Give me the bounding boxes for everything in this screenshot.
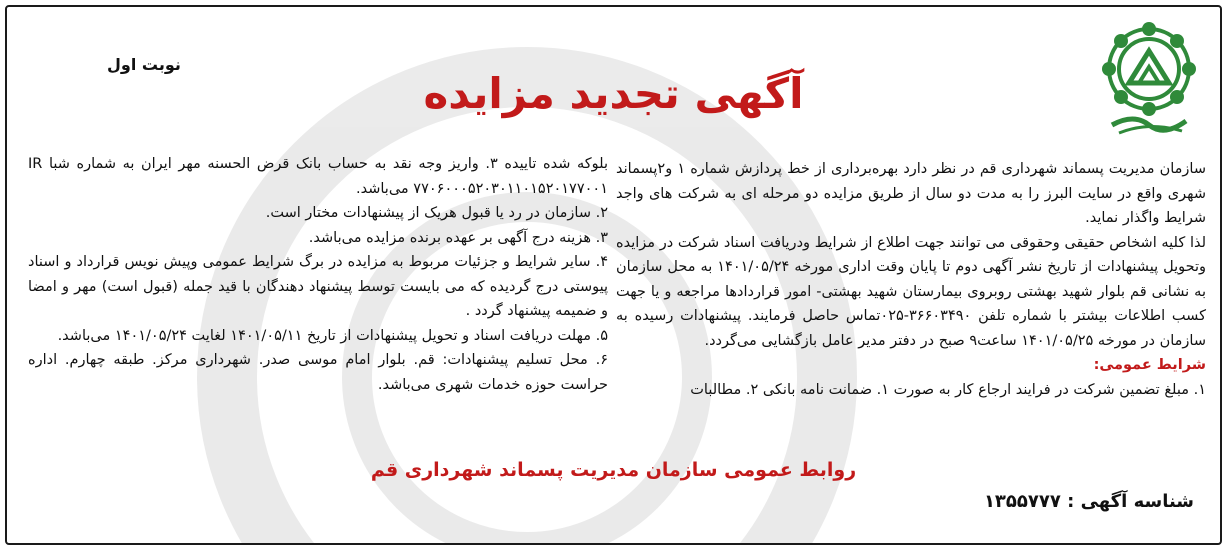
- publication-round: نوبت اول: [107, 55, 181, 74]
- notice-frame: [5, 5, 1222, 545]
- condition-item-4: ۴. سایر شرایط و جزئیات مربوط به مزایده در برگ شرایط عمومی وپیش نویس قرارداد و اسناد پیوستی درج گردیده که می بایست توسط پیشنهاد دهندگان با قید جمله (قبول است) مهر و امضا و ضمیمه پیشنهاد گردد .: [28, 254, 608, 319]
- intro-paragraph: سازمان مدیریت پسماند شهرداری قم در نظر دارد بهره‌برداری از خط پردازش شماره ۱ و۲پسماند شهری واقع در سایت البرز را به مدت دو سال از طریق مزایده دو مرحله ای به شرکت های واجد شرایط واگذار نماید.: [616, 161, 1206, 226]
- condition-item-1-continued: بلوکه شده تاییده ۳. واریز وجه نقد به حساب بانک قرض الحسنه مهر ایران به شماره شبا IR ۷۷۰۶۰۰۰۵۲۰۳۰۱۱۰۱۵۲۰۱۷۷۰۰۱ می‌باشد.: [28, 156, 608, 197]
- condition-item-3: ۳. هزینه درج آگهی بر عهده برنده مزایده می‌باشد.: [308, 229, 608, 246]
- ad-id: شناسه آگهی : ۱۳۵۵۷۷۷: [983, 491, 1194, 512]
- right-column: [616, 157, 1206, 402]
- left-column: [28, 152, 608, 397]
- public-relations-signature: روابط عمومی سازمان مدیریت پسماند شهرداری قم: [370, 459, 857, 481]
- instructions-paragraph: لذا کلیه اشخاص حقیقی وحقوقی می توانند جهت اطلاع از شرایط ودریافت اسناد شرکت در مزایده وتحویل پیشنهادات از تاریخ نشر آگهی دوم تا پایان وقت اداری مورخه ۱۴۰۱/۰۵/۲۴ به محل سازمان به نشانی قم بلوار شهید بهشتی روبروی بیمارستان شهید بهشتی- امور قراردادها مراجعه و یا جهت کسب اطلاعات بیشتر با شماره تلفن ۳۶۶۰۳۴۹۰-۰۲۵تماس حاصل فرمایند. پیشنهادات رسیده به سازمان در مورخه ۱۴۰۱/۰۵/۲۵ ساعت۹ صبح در دفتر مدیر عامل بازگشایی می‌گردد.: [616, 234, 1206, 349]
- page-title: آگهی تجدید مزایده: [423, 69, 804, 118]
- condition-item-6: ۶. محل تسلیم پیشنهادات: قم. بلوار امام موسی صدر. شهرداری مرکز. طبقه چهارم. اداره حراست حوزه خدمات شهری می‌باشد.: [28, 352, 608, 393]
- condition-item-5: ۵. مهلت دریافت اسناد و تحویل پیشنهادات از تاریخ ۱۴۰۱/۰۵/۱۱ لغایت ۱۴۰۱/۰۵/۲۴ می‌باشد.: [57, 327, 608, 344]
- general-conditions-title: شرایط عمومی:: [1093, 357, 1206, 373]
- condition-item-1: ۱. مبلغ تضمین شرکت در فرایند ارجاع کار به صورت ۱. ضمانت نامه بانکی ۲. مطالبات: [690, 381, 1206, 398]
- condition-item-2: ۲. سازمان در رد یا قبول هریک از پیشنهادات مختار است.: [265, 205, 608, 221]
